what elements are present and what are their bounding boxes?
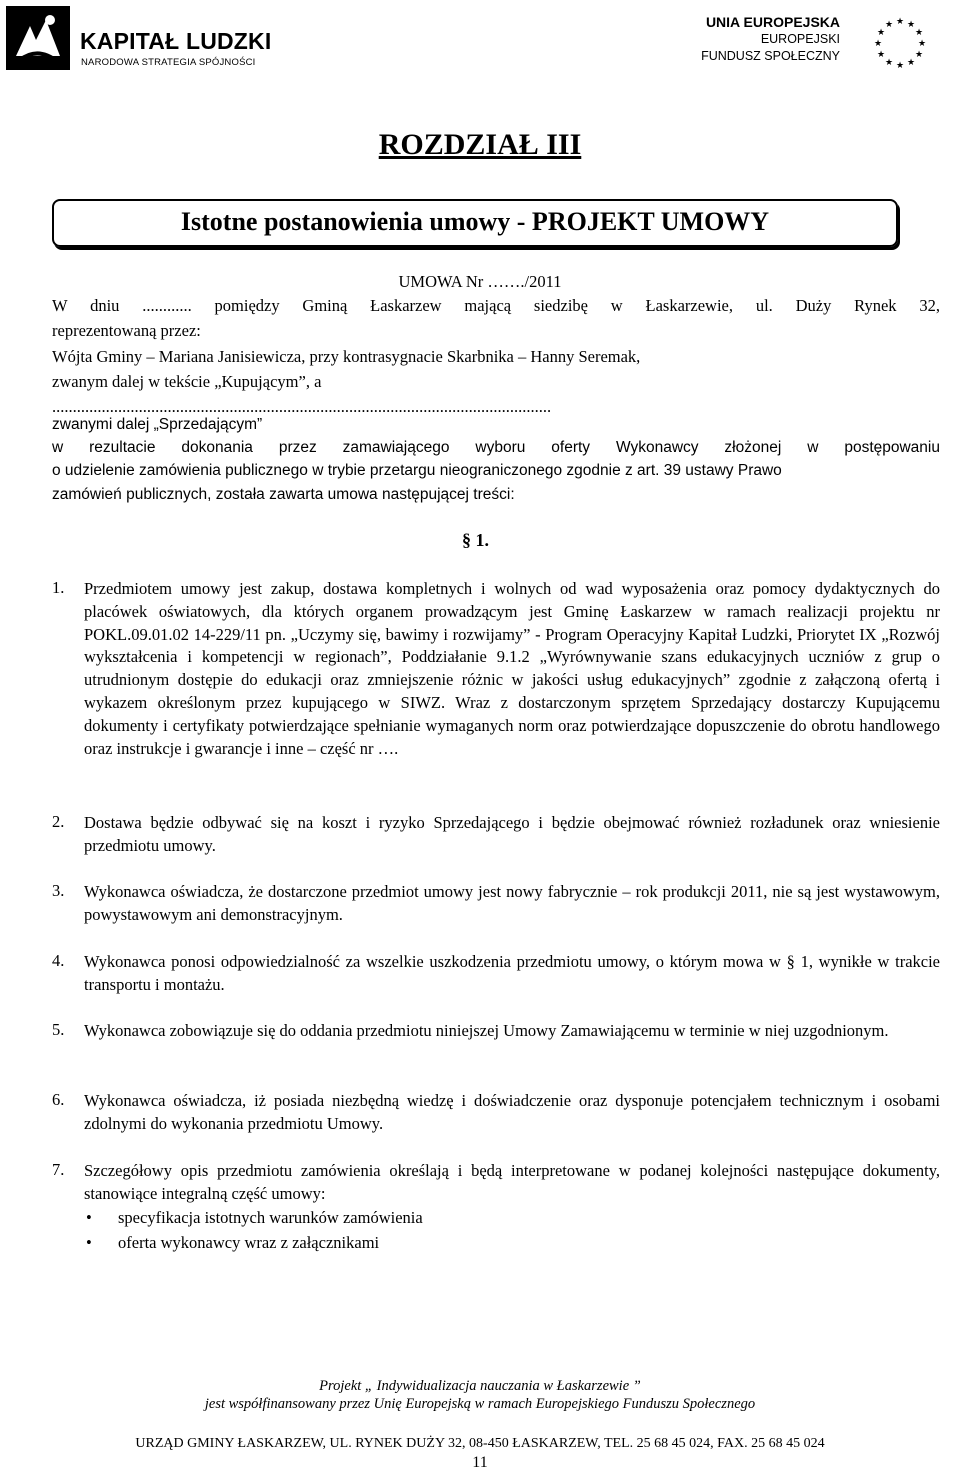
- svg-text:★: ★: [884, 20, 894, 30]
- kl-title: KAPITAŁ LUDZKI: [80, 28, 272, 54]
- intro-line-6: w rezultacie dokonania przez zamawiającego wyboru oferty Wykonawcy złożonej w postępowaniu: [52, 439, 940, 456]
- svg-text:★: ★: [914, 50, 924, 60]
- page-number: 11: [472, 1454, 488, 1471]
- intro-line-8: zamówień publicznych, została zawarta umowa następującej treści:: [52, 486, 515, 503]
- eu-line3: FUNDUSZ SPOŁECZNY: [701, 49, 840, 63]
- intro-line-2: reprezentowaną przez:: [52, 321, 201, 340]
- document-title-box: Istotne postanowienia umowy - PROJEKT UMOWY: [52, 199, 898, 247]
- intro-dots: .........................................................................................................................: [52, 397, 552, 416]
- para-number: 7.: [52, 1160, 65, 1179]
- svg-text:★: ★: [884, 58, 894, 68]
- svg-text:★: ★: [895, 61, 905, 71]
- intro-line-5: zwanymi dalej „Sprzedającym”: [52, 416, 263, 433]
- list-item: specyfikacja istotnych warunków zamówienia: [118, 1208, 423, 1227]
- kl-subtitle: NARODOWA STRATEGIA SPÓJNOŚCI: [81, 57, 256, 68]
- eu-line1: UNIA EUROPEJSKA: [705, 14, 840, 30]
- bullet-icon: •: [86, 1233, 92, 1252]
- para-text: Wykonawca oświadcza, iż posiada niezbędną wiedzę i doświadczenie oraz dysponuje potencjałem technicznym i osobami zdolnymi do wykonania przedmiotu Umowy.: [84, 1091, 940, 1133]
- kapital-ludzki-logo: [6, 6, 276, 70]
- intro-line-4: zwanym dalej w tekście „Kupującym”, a: [52, 372, 322, 391]
- kapital-ludzki-emblem-icon: [6, 6, 70, 70]
- para-text: Wykonawca oświadcza, że dostarczone przedmiot umowy jest nowy fabrycznie – rok produkcji 2011, nie są jest wystawowym, powystawowym ani demonstracyjnym.: [84, 882, 940, 924]
- svg-text:★: ★: [917, 39, 927, 49]
- svg-text:★: ★: [876, 28, 886, 38]
- svg-text:★: ★: [876, 50, 886, 60]
- para-number: 4.: [52, 951, 65, 970]
- para-number: 5.: [52, 1020, 65, 1039]
- bullet-icon: •: [86, 1208, 92, 1227]
- svg-text:★: ★: [906, 20, 916, 30]
- eu-logo: [680, 14, 950, 78]
- eu-line2: EUROPEJSKI: [760, 32, 840, 46]
- para-text: Wykonawca zobowiązuje się do oddania przedmiotu niniejszej Umowy Zamawiającemu w terminie w niej uzgodnionym.: [84, 1021, 889, 1040]
- footer-address: URZĄD GMINY ŁASKARZEW, UL. RYNEK DUŻY 32, 08-450 ŁASKARZEW, TEL. 25 68 45 024, FAX. 25 68 45 024: [135, 1436, 825, 1451]
- para-text: Przedmiotem umowy jest zakup, dostawa kompletnych i wolnych od wad wyposażenia oraz pomocy dydaktycznych do placówek oświatowych, dla których organem prowadzącym jest Gminę Łaskarzew w ramach realizacji projektu nr POKL.09.01.02 14-229/11 pn. „Uczymy się, bawimy i rozwijamy” - Program Operacyjny Kapitał Ludzki, Priorytet IX „Rozwój wykształcenia i kompetencji w regionach”, Poddziałanie 9.1.2 „Wyrównywanie szans edukacyjnych uczniów z grup o utrudnionym dostępie do edukacji oraz zmniejszenie różnic w jakości usług edukacyjnych” zgodnie z załączoną ofertą i wykazem określonym przez kupującego w SIWZ. Wraz z dostarczonym sprzętem Sprzedający dostarczy Kupującemu dokumenty i certyfikaty potwierdzające spełnianie wymaganych norm oraz potwierdzające dopuszczenie do obrotu handlowego oraz instrukcje i gwarancje i inne – część nr ….: [84, 579, 940, 758]
- para-number: 2.: [52, 812, 65, 831]
- intro-line-3: Wójta Gminy – Mariana Janisiewicza, przy kontrasygnacie Skarbnika – Hanny Seremak,: [52, 347, 641, 366]
- eu-stars-icon: [870, 14, 930, 74]
- list-item: oferta wykonawcy wraz z załącznikami: [118, 1233, 380, 1252]
- intro-line-7: o udzielenie zamówienia publicznego w trybie przetargu nieograniczonego zgodnie z art. 39 ustawy Prawo: [52, 462, 782, 479]
- svg-text:★: ★: [873, 39, 883, 49]
- para-text: Dostawa będzie odbywać się na koszt i ryzyko Sprzedającego i będzie obejmować również rozładunek oraz wniesienie przedmiotu umowy.: [84, 813, 940, 855]
- footer-cofinanced: jest współfinansowany przez Unię Europejską w ramach Europejskiego Funduszu Społecznego: [204, 1396, 756, 1412]
- contract-number: UMOWA Nr ……./2011: [398, 272, 562, 291]
- para-number: 6.: [52, 1090, 65, 1109]
- svg-text:★: ★: [895, 17, 905, 27]
- footer-project: Projekt „ Indywidualizacja nauczania w Łaskarzewie ”: [319, 1378, 641, 1394]
- svg-text:★: ★: [914, 28, 924, 38]
- svg-text:★: ★: [906, 58, 916, 68]
- para-text: Wykonawca ponosi odpowiedzialność za wszelkie uszkodzenia przedmiotu umowy, o którym mowa w § 1, wynikłe w trakcie transportu i montażu.: [84, 952, 940, 994]
- chapter-heading: ROZDZIAŁ III: [378, 128, 582, 161]
- intro-line-1: W dniu ............ pomiędzy Gminą Łaskarzew mającą siedzibę w Łaskarzewie, ul. Duży Rynek 32,: [52, 296, 940, 315]
- eu-text: [680, 14, 840, 65]
- para-number: 1.: [52, 578, 65, 597]
- para-text: Szczegółowy opis przedmiotu zamówienia określają i będą interpretowane w podanej kolejności następujące dokumenty, stanowiące integralną część umowy:: [84, 1161, 940, 1203]
- section-mark: § 1.: [462, 530, 489, 550]
- para-number: 3.: [52, 881, 65, 900]
